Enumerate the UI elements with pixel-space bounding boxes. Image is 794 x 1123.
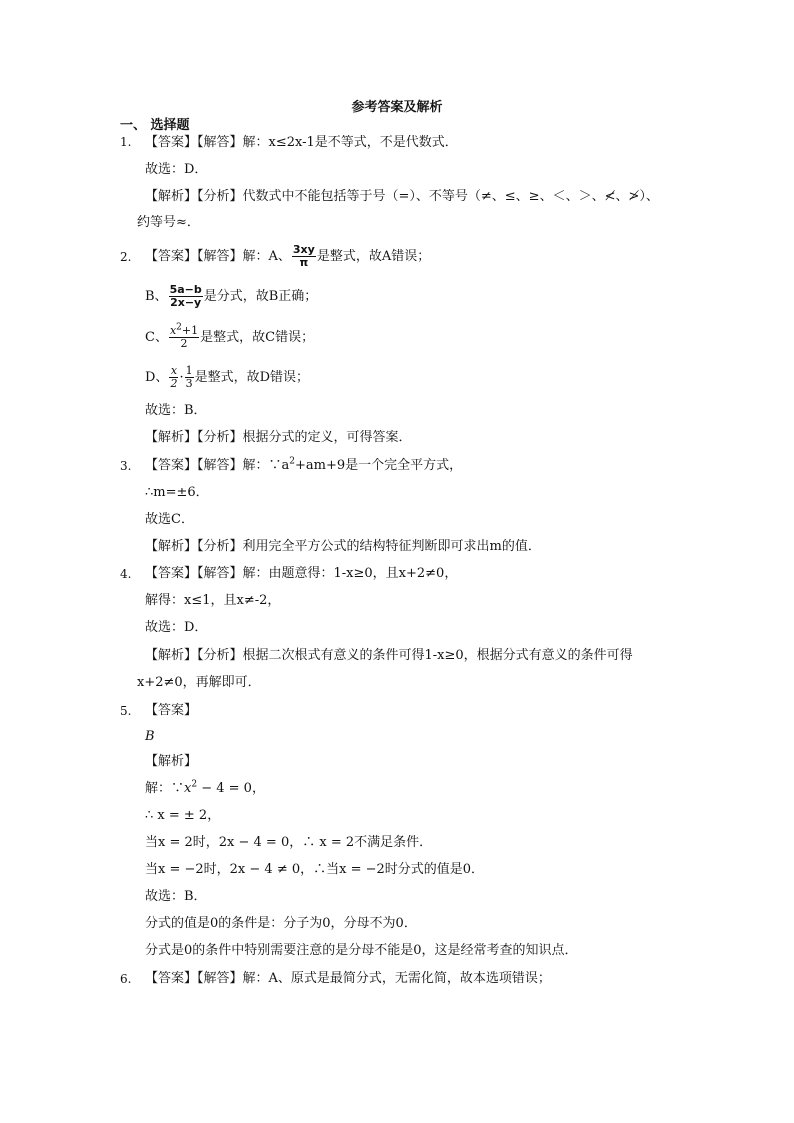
q3-answer: [145, 457, 462, 475]
q5-step-1: [145, 780, 265, 798]
q3-answer-pre: 【答案】【解答】解：∵a: [145, 458, 290, 473]
q4-step: 解得：x≤1，且x≠-2，: [145, 593, 281, 608]
q2-analysis: 【解析】【分析】根据分式的定义，可得答案．: [145, 430, 412, 445]
q5-step-1-post: − 4 = 0，: [197, 781, 265, 796]
q2-option-b: [145, 282, 317, 312]
q1-analysis: 【解析】【分析】代数式中不能包括等于号（=）、不等号（≠、≤、≥、＜、＞、≮、≯）、: [145, 189, 659, 204]
fraction-denominator: 2: [180, 337, 188, 350]
multiply-dot: ·: [179, 370, 184, 385]
exponent: 2: [191, 779, 198, 790]
q5-note-1: 分式的值是0的条件是：分子为0，分母不为0．: [145, 916, 417, 931]
q5-step-4: 当x = −2时，2x − 4 ≠ 0，∴当x = −2时分式的值是0．: [145, 862, 485, 877]
fraction: [169, 322, 199, 350]
fraction-denominator: 2: [170, 377, 178, 390]
question-number: 6.: [120, 972, 132, 986]
fraction-denominator: 2x−y: [170, 296, 202, 309]
question-number: 4.: [120, 567, 132, 581]
q1-answer: 【答案】【解答】解：x≤2x-1是不等式，不是代数式．: [145, 135, 458, 150]
exponent: 2: [176, 322, 182, 333]
q4-answer: 【答案】【解答】解：由题意得：1-x≥0，且x+2≠0，: [145, 566, 458, 581]
q4-analysis: 【解析】【分析】根据二次根式有意义的条件可得1-x≥0，根据分式有意义的条件可得: [145, 648, 633, 663]
variable-x: x: [184, 781, 192, 796]
q2-choice: 故选：B．: [145, 403, 207, 418]
q5-step-3: 当x = 2时，2x − 4 = 0，∴ x = 2不满足条件．: [145, 835, 433, 850]
variable-x: x: [169, 324, 177, 337]
fraction-numerator: x: [170, 364, 178, 377]
fraction: [185, 365, 194, 390]
fraction: [292, 244, 316, 269]
q3-step: ∴m=±6．: [145, 485, 209, 500]
q5-step-2: ∴ x = ± 2，: [145, 808, 221, 823]
q1-choice: 故选：D．: [145, 162, 208, 177]
fraction: [169, 284, 203, 309]
q2-d-suffix: 是整式，故D错误；: [194, 370, 310, 385]
fraction-numerator: 3xy: [292, 243, 315, 256]
q2-b-prefix: B、: [145, 289, 168, 304]
question-number: 3.: [120, 459, 132, 473]
q2-c-prefix: C、: [145, 330, 168, 345]
numerator-rest: +1: [181, 324, 199, 337]
exponent: 2: [289, 456, 295, 467]
q2-a-prefix: 【答案】【解答】解：A、: [145, 249, 291, 264]
q2-d-prefix: D、: [145, 370, 169, 385]
fraction-denominator: 3: [185, 377, 193, 390]
section-heading: 一、 选择题: [120, 118, 190, 133]
q3-analysis: 【解析】【分析】利用完全平方公式的结构特征判断即可求出m的值．: [145, 539, 541, 554]
q3-choice: 故选C．: [145, 512, 194, 527]
q5-answer-label: 【答案】: [145, 703, 198, 718]
q4-choice: 故选：D．: [145, 620, 208, 635]
q3-answer-post: +am+9是一个完全平方式，: [295, 458, 463, 473]
q5-step-1-pre: 解：∵: [145, 781, 185, 796]
fraction: [169, 365, 178, 390]
q1-analysis-cont: 约等号≈．: [137, 215, 200, 230]
q2-option-d: [145, 363, 309, 393]
page-title: 参考答案及解析: [351, 100, 443, 115]
q5-note-2: 分式是0的条件中特别需要注意的是分母不能是0，这是经常考查的知识点．: [145, 943, 578, 958]
q2-b-suffix: 是分式，故B正确；: [203, 289, 318, 304]
question-number: 5.: [120, 704, 132, 718]
q2-a-suffix: 是整式，故A错误；: [316, 249, 431, 264]
fraction-numerator: 5a−b: [169, 283, 202, 296]
fraction-numerator: 1: [185, 364, 193, 377]
fraction-denominator: π: [299, 256, 309, 269]
q5-choice: 故选：B．: [145, 889, 207, 904]
q2-option-c: [145, 323, 314, 353]
q2-c-suffix: 是整式，故C错误；: [200, 330, 315, 345]
question-number: 1.: [120, 135, 132, 149]
q5-answer-value: B: [145, 729, 155, 744]
question-number: 2.: [120, 250, 132, 264]
q5-analysis-label: 【解析】: [145, 754, 198, 769]
q6-answer: 【答案】【解答】解：A、原式是最简分式，无需化简，故本选项错误；: [145, 971, 551, 986]
q4-analysis-cont: x+2≠0，再解即可．: [137, 675, 261, 690]
q2-option-a: [145, 242, 430, 272]
